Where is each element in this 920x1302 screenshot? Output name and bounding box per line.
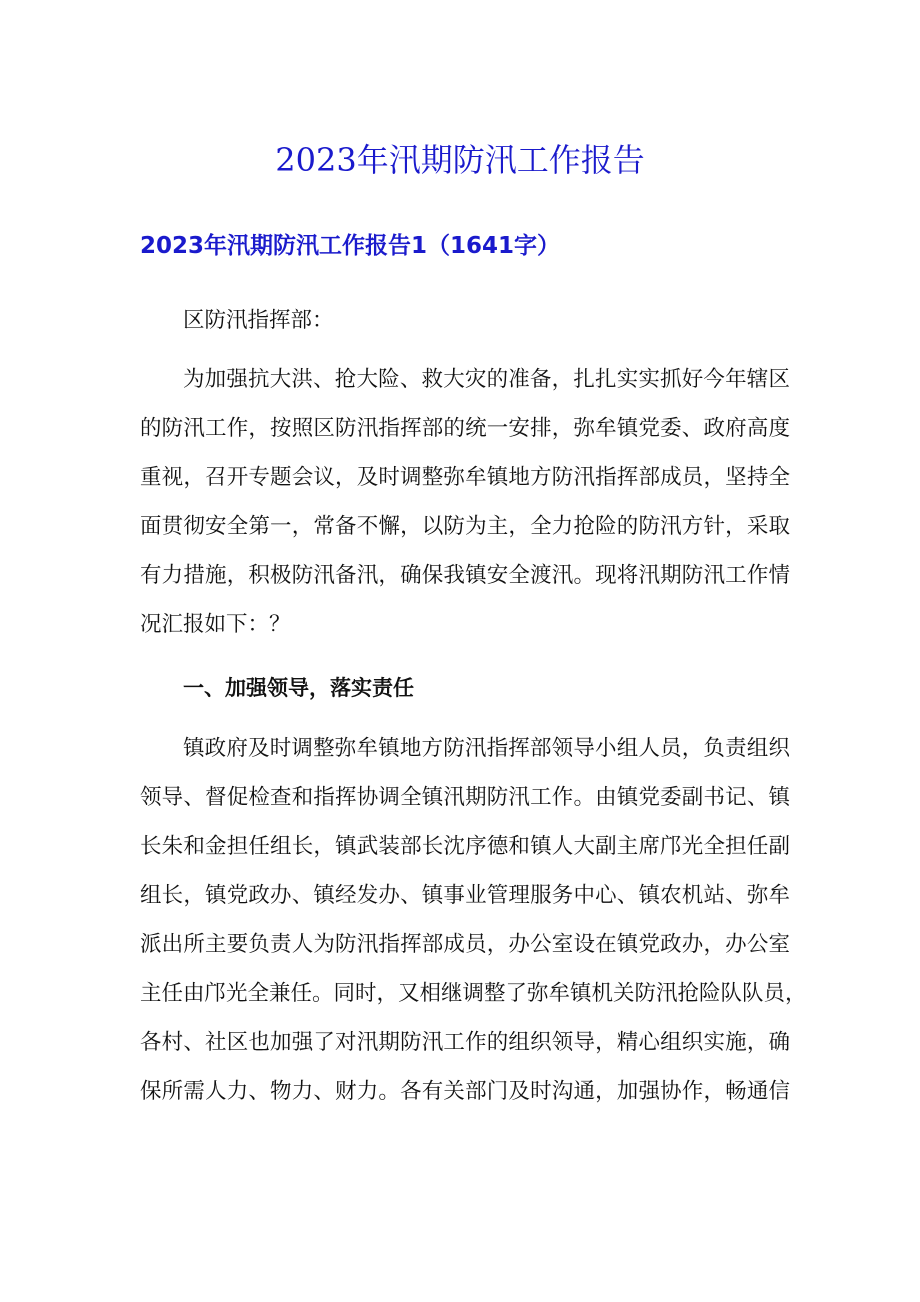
paragraph-line: 镇政府及时调整弥牟镇地方防汛指挥部领导小组人员，负责组织 <box>183 736 790 761</box>
salutation-text: 区防汛指挥部： <box>183 308 334 333</box>
paragraph-line: 派出所主要负责人为防汛指挥部成员，办公室设在镇党政办，办公室 <box>140 932 790 957</box>
paragraph-line: 组长，镇党政办、镇经发办、镇事业管理服务中心、镇农机站、弥牟 <box>140 883 790 908</box>
paragraph-line: 面贯彻安全第一，常备不懈，以防为主，全力抢险的防汛方针，采取 <box>140 514 790 539</box>
paragraph-2 <box>140 724 807 1116</box>
document-title: 2023年汛期防汛工作报告 <box>275 141 645 179</box>
paragraph-line: 有力措施，积极防汛备汛，确保我镇安全渡汛。现将汛期防汛工作情 <box>140 563 790 588</box>
section-heading: 2023年汛期防汛工作报告1（1641字） <box>140 233 561 259</box>
paragraph-line: 为加强抗大洪、抢大险、救大灾的准备，扎扎实实抓好今年辖区 <box>183 367 790 392</box>
paragraph-line: 重视，召开专题会议，及时调整弥牟镇地方防汛指挥部成员，坚持全 <box>140 465 790 490</box>
salutation <box>140 296 790 345</box>
paragraph-line: 主任由邝光全兼任。同时，又相继调整了弥牟镇机关防汛抢险队队员， <box>140 981 807 1006</box>
paragraph-line: 长朱和金担任组长，镇武装部长沈序德和镇人大副主席邝光全担任副 <box>140 834 790 859</box>
paragraph-1 <box>140 355 790 649</box>
paragraph-line: 况汇报如下：？ <box>140 612 291 637</box>
paragraph-line: 领导、督促检查和指挥协调全镇汛期防汛工作。由镇党委副书记、镇 <box>140 785 790 810</box>
paragraph-line: 各村、社区也加强了对汛期防汛工作的组织领导，精心组织实施，确 <box>140 1030 790 1055</box>
paragraph-line: 的防汛工作，按照区防汛指挥部的统一安排，弥牟镇党委、政府高度 <box>140 416 790 441</box>
subheading-1: 一、加强领导，落实责任 <box>183 676 414 700</box>
paragraph-line: 保所需人力、物力、财力。各有关部门及时沟通，加强协作，畅通信 <box>140 1079 790 1104</box>
